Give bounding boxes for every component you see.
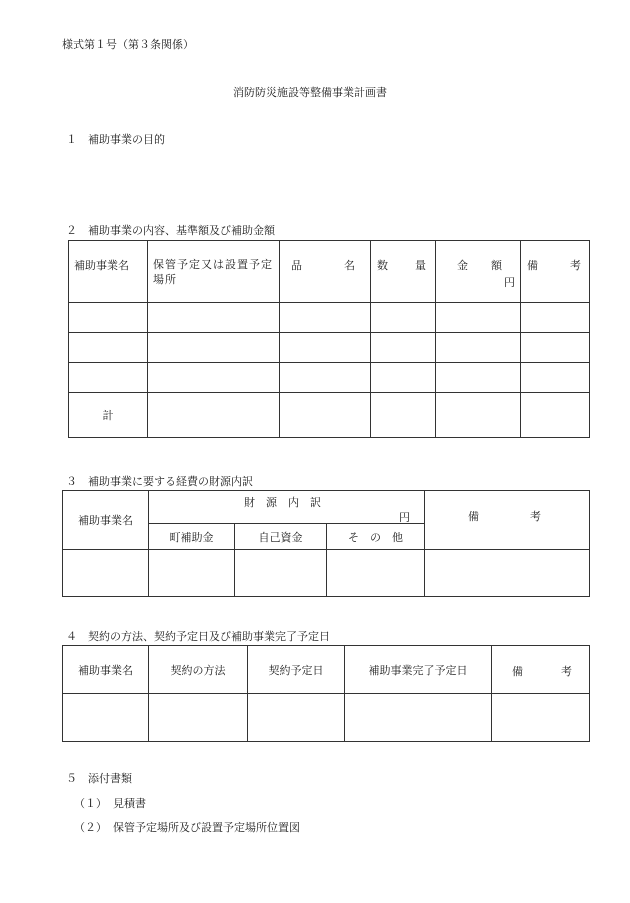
table-row [69,363,590,393]
header-amount-char2: 額 [491,259,502,272]
attachment-item-text: 保管予定場所及び設置予定場所位置図 [113,821,300,834]
header-own-funds: 自己資金 [235,524,327,550]
header-completion-date: 補助事業完了予定日 [345,646,492,694]
table-row [69,333,590,363]
section1-number: １ [66,133,77,146]
header-qty-char2: 量 [415,259,426,272]
header-remarks-char1: 備 [527,259,538,272]
header-amount-unit: 円 [504,276,515,289]
header-funding-breakdown [149,491,425,524]
funding-breakdown-table [62,490,590,597]
header-item-char2: 名 [344,259,355,272]
attachment-item-number: （２） [74,821,107,834]
subsidy-content-table [68,240,590,438]
table-header-row [69,241,590,303]
section2-title: 補助事業の内容、基準額及び補助金額 [88,224,275,237]
section3-number: ３ [66,475,77,488]
header-location-text: 保管予定又は設置予定場所 [153,258,273,286]
header-item-name [280,241,371,303]
contract-schedule-table [62,645,590,742]
header-amount [436,241,521,303]
header-contract-date: 契約予定日 [248,646,345,694]
total-row [69,393,590,438]
section1-title: 補助事業の目的 [88,133,165,146]
header-breakdown-text: 財 源 内 訳 [244,496,321,509]
table-header-row [63,491,590,524]
table-row [69,303,590,333]
header-remarks-char1: 備 [468,510,480,523]
section5-number: ５ [66,772,77,785]
header-contract-method: 契約の方法 [149,646,248,694]
header-remarks-char2: 考 [570,259,581,272]
form-label: 様式第１号（第３条関係） [62,38,194,51]
header-item-char1: 品 [291,259,302,272]
table-row [63,550,590,597]
header-qty-char1: 数 [377,259,388,272]
section5-title: 添付書類 [88,772,132,785]
header-quantity [371,241,436,303]
attachment-item-number: （１） [74,797,107,810]
header-project-name-text: 補助事業名 [74,259,129,272]
header-remarks-char1: 備 [512,665,523,678]
header-remarks [521,241,590,303]
header-location [148,241,280,303]
header-project-name: 補助事業名 [63,491,149,550]
header-project-name [69,241,148,303]
header-remarks [425,491,590,550]
section4-title: 契約の方法、契約予定日及び補助事業完了予定日 [88,630,330,643]
attachment-item-text: 見積書 [113,797,146,810]
header-town-subsidy: 町補助金 [149,524,235,550]
header-other: そ の 他 [327,524,425,550]
section3-title: 補助事業に要する経費の財源内訳 [88,475,253,488]
document-title: 消防防災施設等整備事業計画書 [233,86,387,99]
table-row [63,694,590,742]
table-header-row [63,646,590,694]
header-breakdown-unit: 円 [399,511,410,524]
header-remarks-char2: 考 [561,665,572,678]
section2-number: ２ [66,224,77,237]
section4-number: ４ [66,630,77,643]
header-remarks [492,646,590,694]
header-remarks-char2: 考 [530,510,542,523]
header-project-name: 補助事業名 [63,646,149,694]
total-label: 計 [69,393,148,438]
header-amount-char1: 金 [457,259,468,272]
